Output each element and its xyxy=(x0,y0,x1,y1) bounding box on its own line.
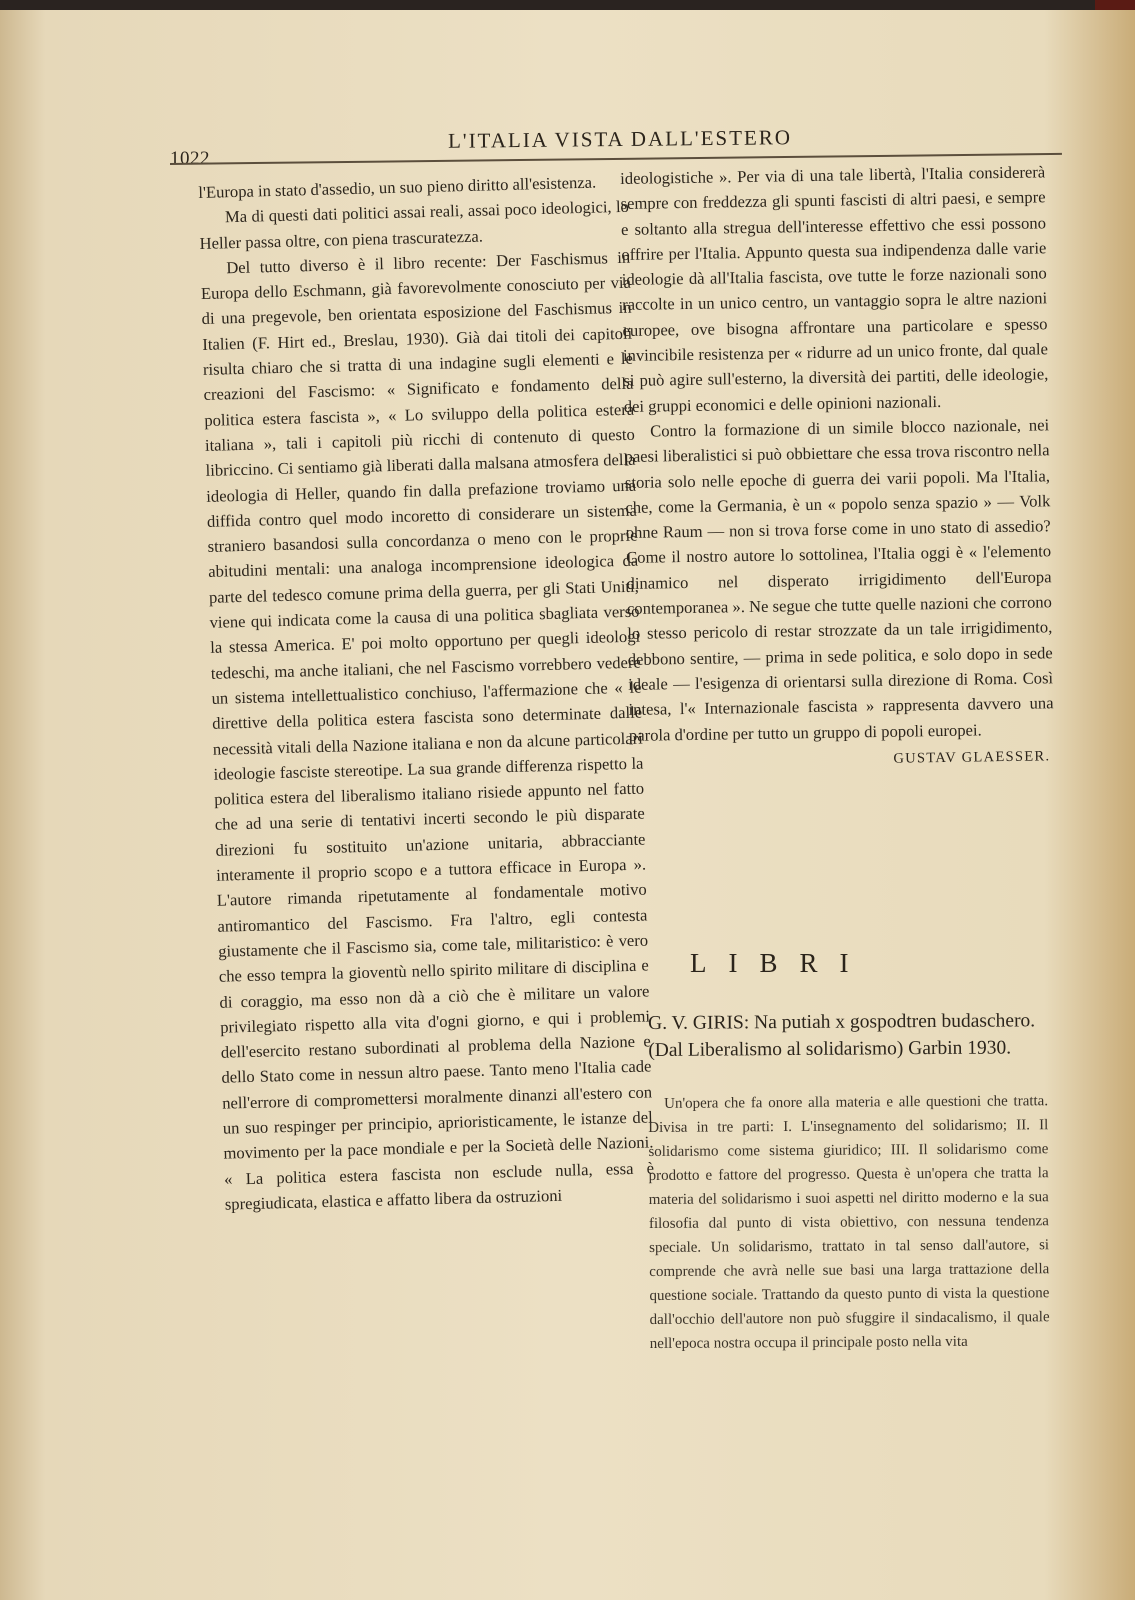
page-number: 1022 xyxy=(170,148,210,169)
book-review-text: Un'opera che fa onore alla materia e alle questioni che tratta. Divisa in tre parti: I. L'insegnamento del solidarismo; II. Il solidarismo come sistema giuridico; III. Il solidarismo come prodotto e fattore del progresso. Questa è un'opera che tratta la materia del solidarismo i suoi aspetti nel diritto moderno e la sua filosofia dal punto di vista obiettivo, con nessuna tendenza speciale. Un solidarismo, trattato in tal senso dall'autore, si comprende che avrà nelle sue basi una larga trattazione della questione sociale. Trattando da questo punto di vista la questione dall'occhio dell'autore non può sfuggire il sindacalismo, il quale nell'epoca nostra occupa il principale posto nella vita xyxy=(648,1093,1050,1352)
right-column xyxy=(620,159,1055,776)
left-paragraph-2: Ma di questi dati politici assai reali, assai poco ideologici, lo Heller passa oltre, con piena trascuratezza. xyxy=(199,197,630,253)
section-heading-libri: LIBRI xyxy=(690,948,871,978)
book-review xyxy=(648,1089,1050,1356)
left-paragraph-3: Del tutto diverso è il libro recente: Der Faschismus in Europa dello Eschmann, già favorevolmente conosciuto per via di una pregevole, ben orientata esposizione del Faschismus in Italien (F. Hirt ed., Breslau, 1930). Già dai titoli dei capitoli risulta chiaro che si tratta di una indagine sugli elementi e le creazioni del Fascismo: « Significato e fondamento della politica estera fascista », « Lo sviluppo della politica estera italiana », tali i capitoli più ricchi di contenuto di questo libriccino. Ci sentiamo già liberati dalla malsana atmosfera della ideologia di Heller, quando fin dalla prefazione troviamo una diffida contro quel modo incoretto di considerare un sistema straniero basandosi sulla concordanza o meno con le proprie abitudini mentali: una analoga incomprensione ideologica da parte del tedesco comune prima della guerra, per gli Stati Uniti, viene qui indicata come la causa di una politica sbagliata verso la stessa America. E' poi molto opportuno per quegli ideologi tedeschi, ma anche italiani, che nel Fascismo vorrebbero vedere un sistema intellettualistico conchiuso, l'affermazione che « le direttive della politica estera fascista sono determinate dalle necessità vitali della Nazione italiana e non da alcune particolari ideologie fasciste stereotipe. La sua grande differenza rispetto la politica estera del liberalismo italiano risiede appunto nel fatto che ad una serie di tentativi incerti secondo le più disparate direzioni fu sostituito un'azione unitaria, abbracciante interamente il proprio scopo e a tuttora efficace in Europa ». L'autore rimanda ripetutamente al fondamentale motivo antiromantico del Fascismo. Fra l'altro, egli contesta giustamente che il Fascismo sia, come tale, militaristico: è vero che esso tempra la gioventù nello spirito militare di disciplina e di coraggio, ma esso non dà a ciò che è militare un valore privilegiato rispetto alla vita d'ogni giorno, e qui i problemi dell'esercito restano subordinati al problema della Nazione e dello Stato come in nessun altro paese. Tanto meno l'Italia cade nell'errore di compromettersi moralmente dinanzi all'estero con un suo respinger per principio, aprioristicamente, le istanze del movimento per la pace mondiale e per la Società delle Nazioni. « La politica estera fascista non esclude nulla, essa è spregiudicata, elastica e affatto libera da ostruzioni xyxy=(200,247,655,1214)
right-paragraph-2: Contro la formazione di un simile blocco nazionale, nei paesi liberalistici si può obbiettare che essa trova riscontro nella storia solo nelle epoche di guerra dei varii popoli. Ma l'Italia, che, come la Germania, è un « popolo senza spazio » — Volk ohne Raum — non si trova forse come in uno stato di assedio? Come il nostro autore lo sottolinea, l'Italia oggi è « l'elemento dinamico nel disperato irrigidimento dell'Europa contemporanea ». Ne segue che tutte quelle nazioni che corrono lo stesso pericolo di restar strozzate da un tale irrigidimento, debbono sentire, — prima in sede politica, e solo dopo in sede ideale — l'esigenza di orientarsi sulla direzione di Roma. Così intesa, l'« Internazionale fascista » rappresenta davvero una parola d'ordine per tutto un gruppo di popoli europei. xyxy=(624,415,1054,745)
book-title: G. V. GIRIS: Na putiah x gospodtren budaschero. (Dal Liberalismo al solidarismo) Garbin 1930. xyxy=(648,1010,1036,1061)
scan-top-edge xyxy=(0,0,1135,10)
right-paragraph-1: ideologistiche ». Per via di una tale libertà, l'Italia considererà sempre con freddezza gli spunti fascisti di altri paesi, e sempre e soltanto alla stregua dell'interesse effettivo che essi possono offrire per l'Italia. Appunto questa sua indipendenza dalle varie ideologie dà all'Italia fascista, ove tutte le forze nazionali sono raccolte in un unico centro, un vantaggio sopra le altre nazioni europee, ove bisogna affrontare una particolare e spesso invincibile resistenza per « ridurre ad un unico fronte, dal quale si può agire sull'esterno, la diversità dei partiti, delle ideologie, dei gruppi economici e delle opinioni nazionali. xyxy=(620,162,1049,416)
running-title: L'ITALIA VISTA DALL'ESTERO xyxy=(447,125,793,153)
scan-top-edge-mark xyxy=(1095,0,1135,10)
author-signature: GUSTAV GLAESSER. xyxy=(893,748,1051,767)
left-paragraph-1: l'Europa in stato d'assedio, un suo pieno diritto all'esistenza. xyxy=(198,172,597,202)
left-column xyxy=(198,169,655,1217)
